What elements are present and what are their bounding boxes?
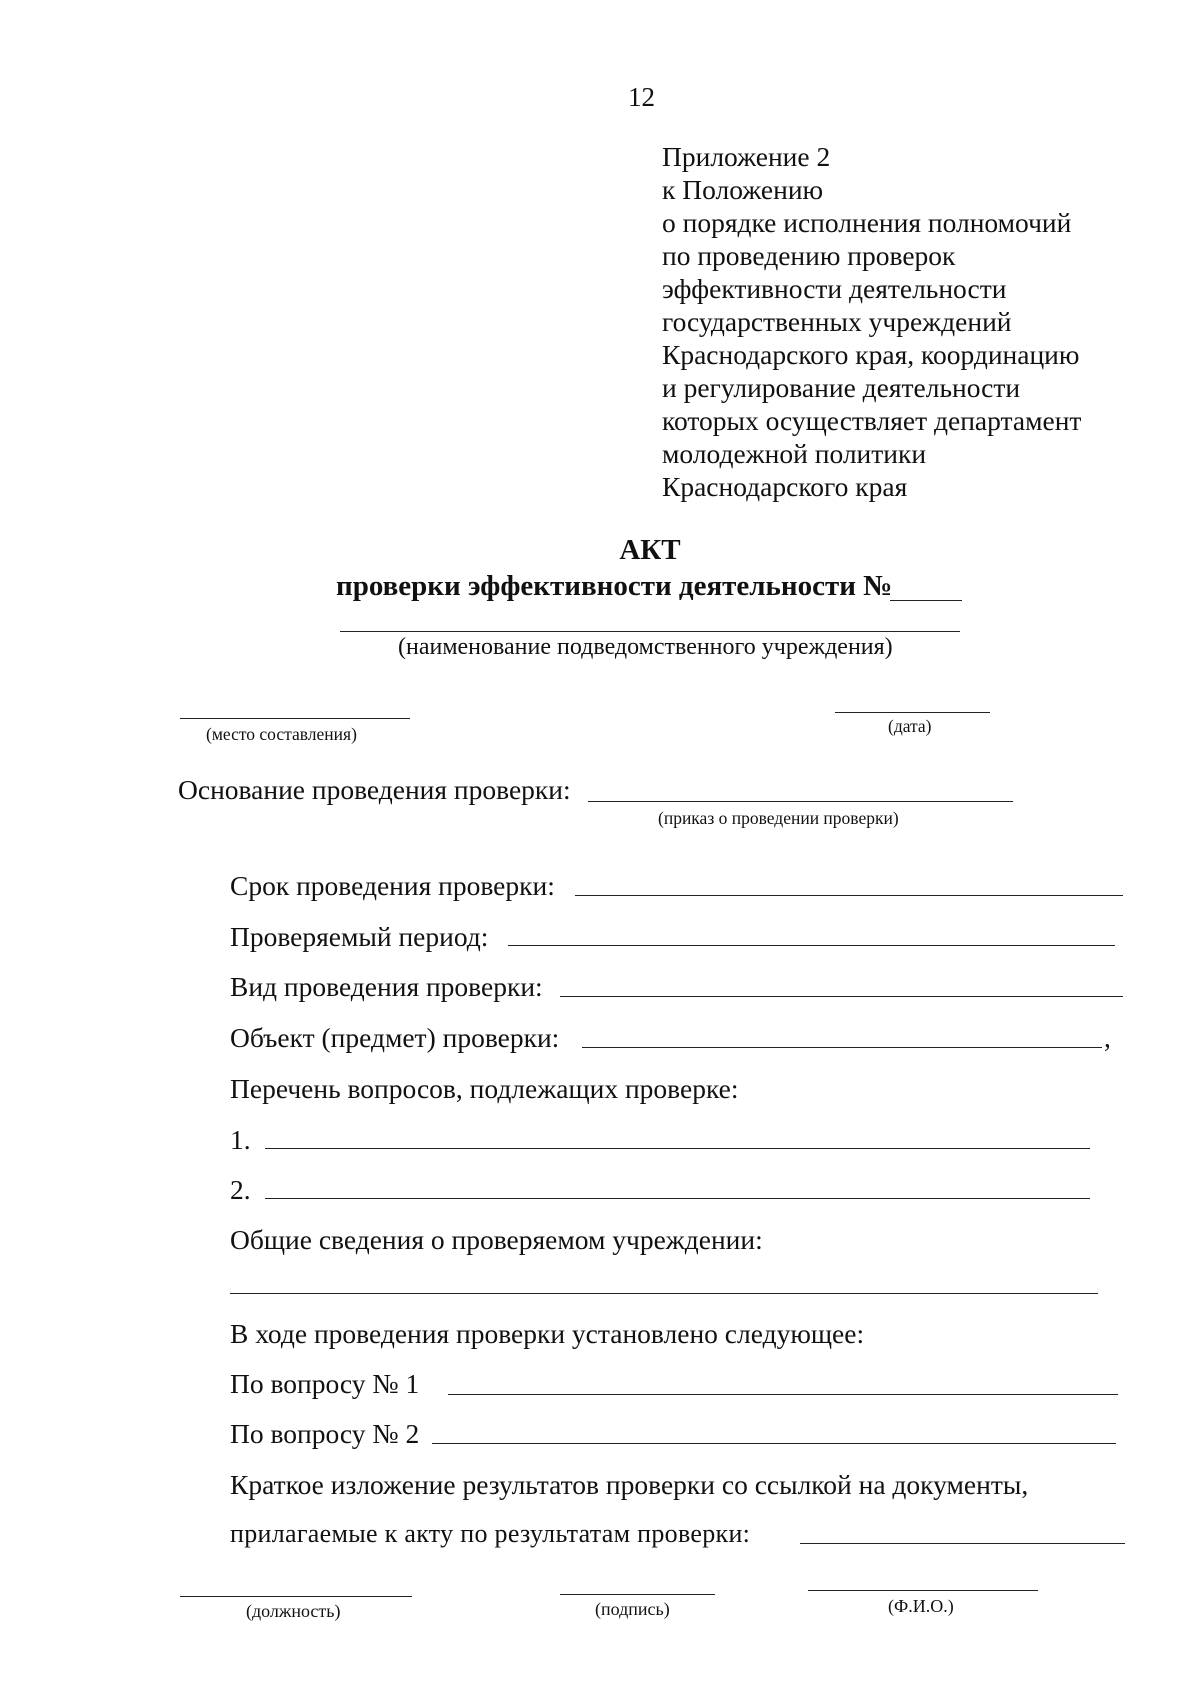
appendix-line: Приложение 2 — [662, 141, 831, 172]
basis-label: Основание проведения проверки: — [178, 774, 571, 805]
place-line — [180, 718, 410, 719]
question-1-line — [448, 1394, 1118, 1395]
appendix-line: по проведению проверок — [662, 240, 956, 271]
name-line — [808, 1590, 1038, 1591]
date-caption: (дата) — [888, 716, 932, 736]
period-label: Проверяемый период: — [230, 921, 489, 952]
place-caption: (место составления) — [206, 724, 357, 744]
appendix-line: и регулирование деятельности — [662, 372, 1021, 403]
appendix-line: государственных учреждений — [662, 306, 1012, 337]
act-title: АКТ — [619, 534, 681, 566]
page-number: 12 — [628, 82, 655, 112]
summary-line-2: прилагаемые к акту по результатам проверки: — [230, 1519, 751, 1548]
term-label: Срок проведения проверки: — [230, 870, 555, 901]
summary-line — [800, 1543, 1125, 1544]
general-info-label: Общие сведения о проверяемом учреждении: — [230, 1224, 763, 1255]
position-line — [180, 1596, 412, 1597]
questions-list-label: Перечень вопросов, подлежащих проверке: — [230, 1073, 739, 1104]
object-label: Объект (предмет) проверки: — [230, 1022, 560, 1053]
object-suffix: , — [1104, 1022, 1111, 1053]
summary-line-1: Краткое изложение результатов проверки со ссылкой на документы, — [230, 1469, 1029, 1500]
basis-line — [588, 801, 1013, 802]
item-2-line — [265, 1198, 1090, 1199]
object-line — [582, 1047, 1102, 1048]
act-number-line — [890, 600, 962, 601]
type-line — [560, 996, 1123, 997]
question-2-line — [432, 1443, 1116, 1444]
appendix-line: Краснодарского края — [662, 471, 908, 502]
basis-caption: (приказ о проведении проверки) — [658, 808, 899, 828]
appendix-line: Краснодарского края, координацию — [662, 339, 1080, 370]
name-caption: (Ф.И.О.) — [888, 1596, 954, 1616]
institution-name-line — [340, 631, 960, 632]
question-2-label: По вопросу № 2 — [230, 1418, 420, 1449]
appendix-header — [662, 140, 1081, 503]
date-line — [835, 712, 990, 713]
type-label: Вид проведения проверки: — [230, 971, 543, 1002]
sign-line — [560, 1594, 715, 1595]
term-line — [575, 895, 1123, 896]
item-1-label: 1. — [230, 1124, 251, 1155]
appendix-line: о порядке исполнения полномочий — [662, 207, 1072, 238]
act-subtitle: проверки эффективности деятельности № — [336, 570, 893, 602]
period-line — [508, 945, 1115, 946]
item-1-line — [265, 1148, 1090, 1149]
question-1-label: По вопросу № 1 — [230, 1368, 420, 1399]
sign-caption: (подпись) — [595, 1599, 670, 1619]
position-caption: (должность) — [246, 1601, 341, 1621]
appendix-line: которых осуществляет департамент — [662, 405, 1082, 436]
appendix-line: эффективности деятельности — [662, 273, 1007, 304]
appendix-line: к Положению — [662, 174, 824, 205]
findings-label: В ходе проведения проверки установлено следующее: — [230, 1318, 865, 1349]
item-2-label: 2. — [230, 1174, 251, 1205]
institution-caption: (наименование подведомственного учреждения) — [398, 634, 893, 660]
appendix-line: молодежной политики — [662, 438, 927, 469]
general-info-line — [230, 1293, 1098, 1294]
